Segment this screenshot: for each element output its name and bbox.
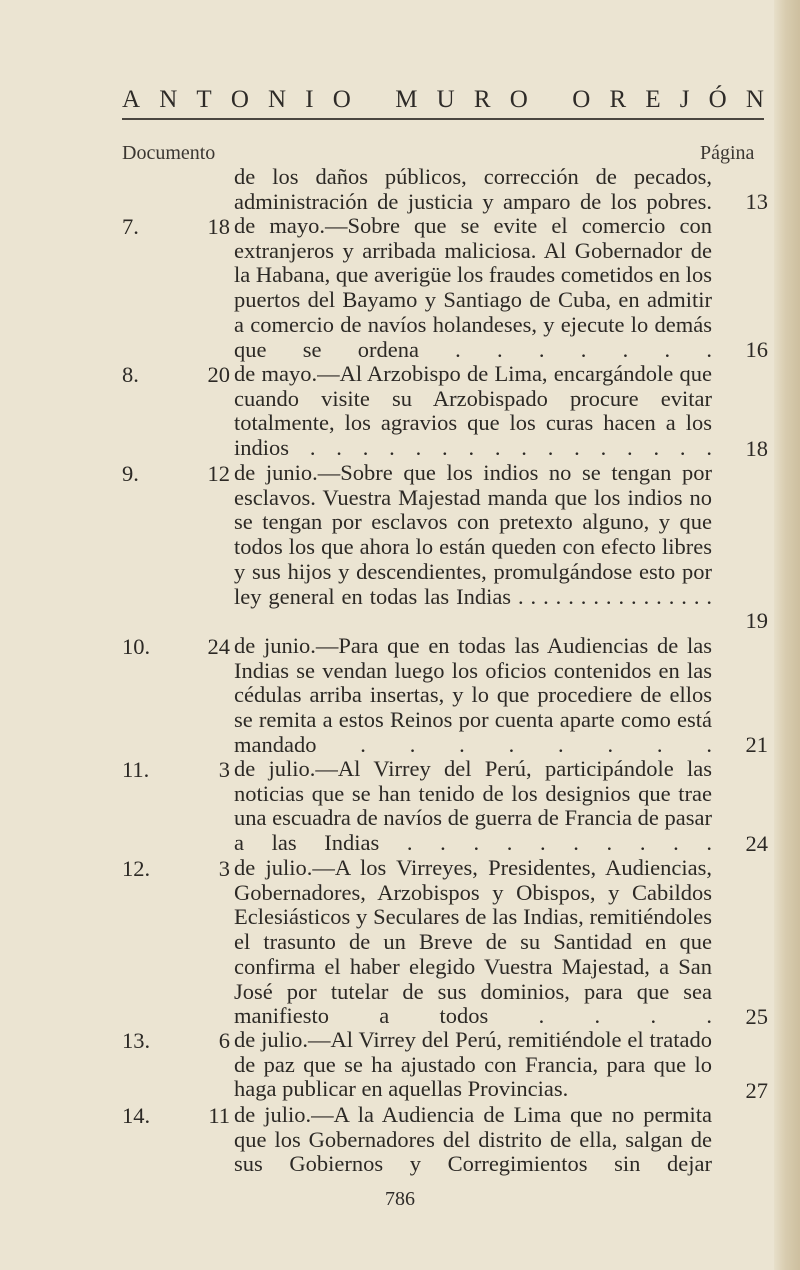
- entry-day: 24: [207, 634, 230, 659]
- header-letter: T: [196, 86, 212, 113]
- entry-doc-number: 9.: [122, 461, 139, 486]
- header-letter: O: [509, 86, 528, 113]
- page-edge: [774, 0, 800, 1270]
- entry-day: 12: [207, 461, 230, 486]
- entry-text: de junio.—Para que en todas las Audiencias de las Indias se vendan luego los oficios contenidos en las cédulas arriba insertas, y lo que procediere de ellos se remita a estos Reinos por cuenta aparte como está mandado . . . . . . . .: [234, 633, 712, 757]
- entry-text: de julio.—Al Virrey del Perú, remitiéndole el tratado de paz que se ha ajustado con Francia, para que lo haga publicar en aquellas Provincias.: [234, 1027, 712, 1102]
- entry-page: 25: [745, 1004, 768, 1029]
- header-letter: Ó: [708, 86, 727, 113]
- header-letter: J: [679, 86, 690, 113]
- entry-text: de julio.—A la Audiencia de Lima que no permita que los Gobernadores del distrito de ella, salgan de sus Gobiernos y Corregimientos sin dejar: [234, 1102, 712, 1177]
- entry-doc-number: 11.: [122, 757, 150, 782]
- entry-doc-number: 8.: [122, 362, 139, 387]
- header-letter: U: [436, 86, 455, 113]
- header-letter: O: [332, 86, 351, 113]
- header-letter: R: [609, 86, 627, 113]
- header-letter: N: [745, 86, 764, 113]
- header-letter: O: [572, 86, 591, 113]
- document-column-label: Documento: [122, 142, 216, 164]
- entry-page: 24: [745, 831, 768, 856]
- entry-day: 20: [207, 362, 230, 387]
- entry-day: 3: [218, 856, 230, 881]
- header-letter: N: [159, 86, 178, 113]
- entry-page: 18: [745, 436, 768, 461]
- running-header: [122, 86, 764, 114]
- entry-day: 11: [208, 1103, 230, 1128]
- entry-page: 19: [745, 608, 768, 633]
- header-letter: I: [305, 86, 314, 113]
- entry-doc-number: 13.: [122, 1028, 151, 1053]
- entry-page: 13: [745, 189, 768, 214]
- page-number: 786: [385, 1188, 415, 1210]
- entry-doc-number: 7.: [122, 214, 139, 239]
- header-letter: O: [230, 86, 249, 113]
- entry-day: 6: [218, 1028, 230, 1053]
- entry-doc-number: 10.: [122, 634, 151, 659]
- page-column-label: Página: [700, 142, 755, 164]
- header-letter: M: [395, 86, 418, 113]
- entry-text: de los daños públicos, corrección de pecados, administración de justicia y amparo de los pobres.: [234, 164, 712, 214]
- header-letter: R: [473, 86, 491, 113]
- entry-text: de julio.—A los Virreyes, Presidentes, Audiencias, Gobernadores, Arzobispos y Obispos, y Cabildos Eclesiásticos y Seculares de las Indias, remitiéndoles el trasunto de un Breve de su Santidad en que confirma el haber elegido Vuestra Majestad, a San José por tutelar de sus dominios, para que sea manifiesto a todos . . . .: [234, 855, 712, 1029]
- entry-text: de mayo.—Al Arzobispo de Lima, encargándole que cuando visite su Arzobispado procure evitar totalmente, los agravios que los curas hacen a los indios . . . . . . . . . . . . . . . .: [234, 361, 712, 461]
- entry-text: de julio.—Al Virrey del Perú, participándole las noticias que se han tenido de los designios que trae una escuadra de navíos de guerra de Francia de pasar a las Indias . . . . . . . . . .: [234, 756, 712, 856]
- header-gap: [547, 86, 553, 114]
- entry-text: de mayo.—Sobre que se evite el comercio con extranjeros y arribada maliciosa. Al Gobernador de la Habana, que averigüe los fraudes cometidos en los puertos del Bayamo y Santiago de Cuba, en admitir a comercio de navíos holandeses, y ejecute lo demás que se ordena . . . . . . .: [234, 213, 712, 362]
- entry-doc-number: 12.: [122, 856, 151, 881]
- entry-day: 18: [207, 214, 230, 239]
- header-letter: E: [645, 86, 661, 113]
- header-letter: A: [122, 86, 141, 113]
- entry-text: de junio.—Sobre que los indios no se tengan por esclavos. Vuestra Majestad manda que los indios no se tengan por esclavos con pretexto alguno, y que todos los que ahora lo están queden con efecto libres y sus hijos y descendientes, promulgándose esto por ley general en todas las Indias . . . . . . . . . . . . . . . .: [234, 460, 712, 609]
- entry-page: 27: [745, 1078, 768, 1103]
- entry-page: 21: [745, 732, 768, 757]
- header-rule: [122, 118, 764, 120]
- entry-doc-number: 14.: [122, 1103, 151, 1128]
- header-gap: [370, 86, 376, 114]
- entry-page: 16: [745, 337, 768, 362]
- entry-day: 3: [218, 757, 230, 782]
- header-letter: N: [268, 86, 287, 113]
